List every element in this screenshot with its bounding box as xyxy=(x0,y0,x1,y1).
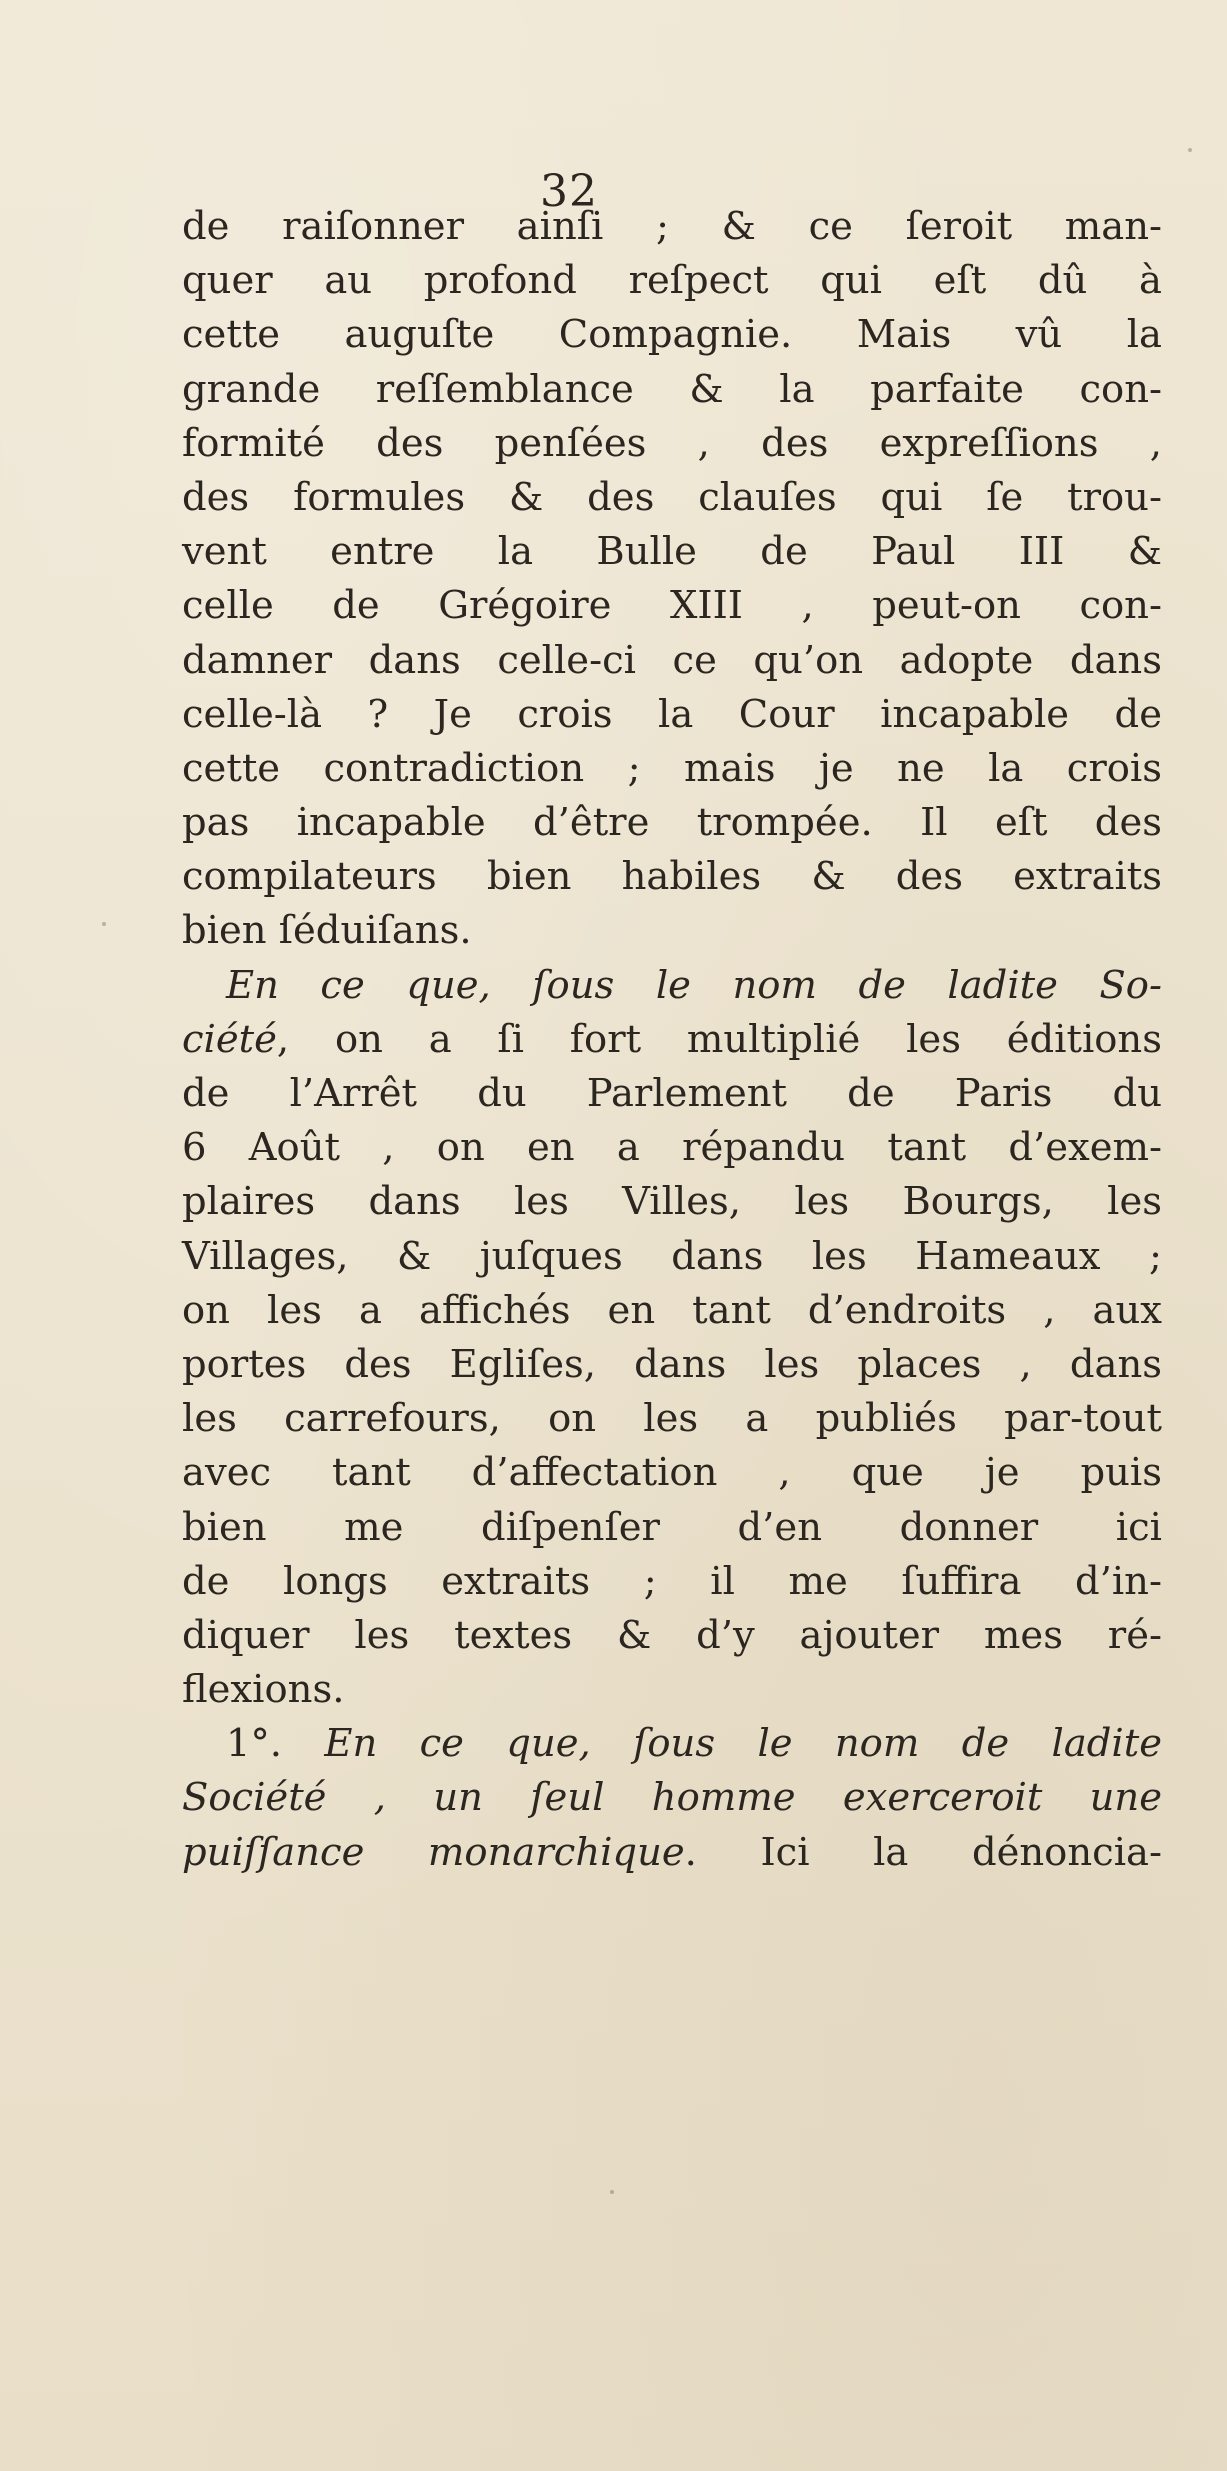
roman-text: 1°. xyxy=(226,1721,325,1767)
text-line xyxy=(182,525,1162,579)
roman-text: on les a affichés en tant d’endroits , aux xyxy=(182,1287,1162,1333)
text-line xyxy=(182,1609,1162,1663)
text-line xyxy=(182,1013,1162,1067)
text-line xyxy=(182,1121,1162,1175)
text-line xyxy=(182,417,1162,471)
italic-text: puiſſance monarchique xyxy=(182,1829,685,1875)
roman-text: portes des Egliſes, dans les places , dans xyxy=(182,1341,1162,1387)
text-line xyxy=(182,688,1162,742)
italic-text: En ce que, ſous le nom de ladite So- xyxy=(226,962,1162,1008)
roman-text: bien me diſpenſer d’en donner ici xyxy=(182,1504,1162,1550)
roman-text: celle de Grégoire XIII , peut-on con- xyxy=(182,583,1162,629)
text-line xyxy=(182,850,1162,904)
roman-text: flexions. xyxy=(182,1667,345,1713)
roman-text: des formules & des clauſes qui ſe trou- xyxy=(182,474,1162,520)
text-line xyxy=(182,1284,1162,1338)
roman-text: plaires dans les Villes, les Bourgs, les xyxy=(182,1179,1162,1225)
text-line xyxy=(182,634,1162,688)
roman-text: de raiſonner ainſi ; & ce ſeroit man- xyxy=(182,204,1162,249)
text-line xyxy=(182,1067,1162,1121)
text-line xyxy=(182,1663,1162,1717)
roman-text: de l’Arrêt du Parlement de Paris du xyxy=(182,1071,1162,1116)
text-line xyxy=(182,1555,1162,1609)
roman-text: avec tant d’affectation , que je puis xyxy=(182,1450,1162,1496)
text-line xyxy=(182,1230,1162,1284)
text-line xyxy=(182,904,1162,958)
text-line xyxy=(182,200,1162,254)
text-line xyxy=(182,471,1162,525)
paper-speck xyxy=(1188,148,1192,152)
roman-text: les carrefours, on les a publiés par-tout xyxy=(182,1396,1162,1442)
roman-text: formité des penſées , des expreſſions , xyxy=(182,420,1162,466)
italic-text: En ce que, ſous le nom de ladite xyxy=(324,1721,1162,1767)
text-line xyxy=(182,742,1162,796)
roman-text: diquer les textes & d’y ajouter mes ré- xyxy=(182,1612,1162,1658)
page-number: 32 xyxy=(540,166,598,217)
roman-text: damner dans celle-ci ce qu’on adopte dans xyxy=(182,637,1162,683)
text-line xyxy=(182,308,1162,362)
text-line xyxy=(182,1338,1162,1392)
paper-speck xyxy=(102,922,106,926)
text-line xyxy=(182,1771,1162,1825)
roman-text: bien ſéduiſans. xyxy=(182,908,472,954)
roman-text: celle-là ? Je crois la Cour incapable de xyxy=(182,691,1162,737)
text-line xyxy=(182,579,1162,633)
paper-speck xyxy=(610,2190,614,2194)
roman-text: compilateurs bien habiles & des extraits xyxy=(182,854,1162,900)
text-line xyxy=(182,1501,1162,1555)
text-line xyxy=(182,254,1162,308)
text-line xyxy=(182,1717,1162,1771)
text-line xyxy=(182,1826,1162,1880)
roman-text: . Ici la dénoncia- xyxy=(684,1829,1162,1875)
text-line xyxy=(182,959,1162,1013)
roman-text: grande reſſemblance & la parfaite con- xyxy=(182,366,1162,412)
body-text xyxy=(182,200,1162,1880)
roman-text: 6 Août , on en a répandu tant d’exem- xyxy=(182,1125,1162,1171)
text-line xyxy=(182,1446,1162,1500)
roman-text: vent entre la Bulle de Paul III & xyxy=(182,529,1162,575)
roman-text: de longs extraits ; il me ſuffira d’in- xyxy=(182,1558,1162,1604)
roman-text: cette auguſte Compagnie. Mais vû la xyxy=(182,312,1162,358)
italic-text: Société , un ſeul homme exerceroit une xyxy=(182,1775,1162,1821)
roman-text: , on a ſi fort multiplié les éditions xyxy=(276,1016,1162,1062)
text-line xyxy=(182,1175,1162,1229)
roman-text: cette contradiction ; mais je ne la crois xyxy=(182,745,1162,791)
roman-text: quer au profond reſpect qui eſt dû à xyxy=(182,258,1162,304)
italic-text: ciété xyxy=(182,1016,277,1062)
roman-text: pas incapable d’être trompée. Il eſt des xyxy=(182,800,1162,846)
text-line xyxy=(182,363,1162,417)
text-line xyxy=(182,1392,1162,1446)
text-line xyxy=(182,796,1162,850)
roman-text: Villages, & juſques dans les Hameaux ; xyxy=(182,1233,1162,1279)
